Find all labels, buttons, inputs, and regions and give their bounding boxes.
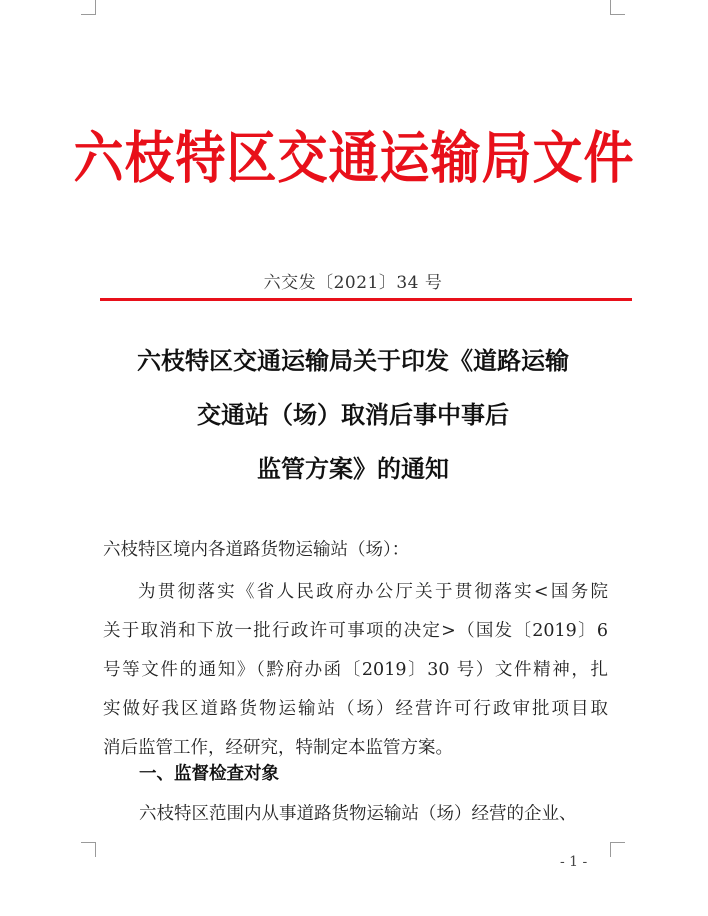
crop-mark-bottom-left xyxy=(81,842,96,857)
notice-title-line: 交通站（场）取消后事中事后 xyxy=(197,400,509,429)
notice-title-line: 监管方案》的通知 xyxy=(257,454,449,483)
crop-mark-top-left xyxy=(81,0,96,15)
crop-mark-top-right xyxy=(610,0,625,15)
body-line: 为贯彻落实《省人民政府办公厅关于贯彻落实<国务院 xyxy=(138,582,608,602)
body-paragraph xyxy=(103,573,608,768)
section-heading: 一、监督检查对象 xyxy=(139,764,279,784)
body-line: 关于取消和下放一批行政许可事项的决定>（国发〔2019〕6 xyxy=(103,621,608,641)
red-separator-line xyxy=(100,298,632,301)
body-line: 号等文件的通知》（黔府办函〔2019〕30 号）文件精神，扎 xyxy=(103,660,608,680)
crop-mark-bottom-right xyxy=(610,842,625,857)
page-number: - 1 - xyxy=(560,854,588,870)
addressee: 六枝特区境内各道路货物运输站（场）： xyxy=(103,540,410,560)
notice-title-line: 六枝特区交通运输局关于印发《道路运输 xyxy=(137,346,569,375)
body-line: 消后监管工作，经研究，特制定本监管方案。 xyxy=(103,738,453,758)
notice-title xyxy=(90,334,616,496)
document-number: 六交发〔2021〕34 号 xyxy=(263,273,443,293)
section-text: 六枝特区范围内从事道路货物运输站（场）经营的企业、 xyxy=(139,804,577,824)
agency-header-title: 六枝特区交通运输局文件 xyxy=(73,124,635,191)
body-line: 实做好我区道路货物运输站（场）经营许可行政审批项目取 xyxy=(103,699,608,719)
